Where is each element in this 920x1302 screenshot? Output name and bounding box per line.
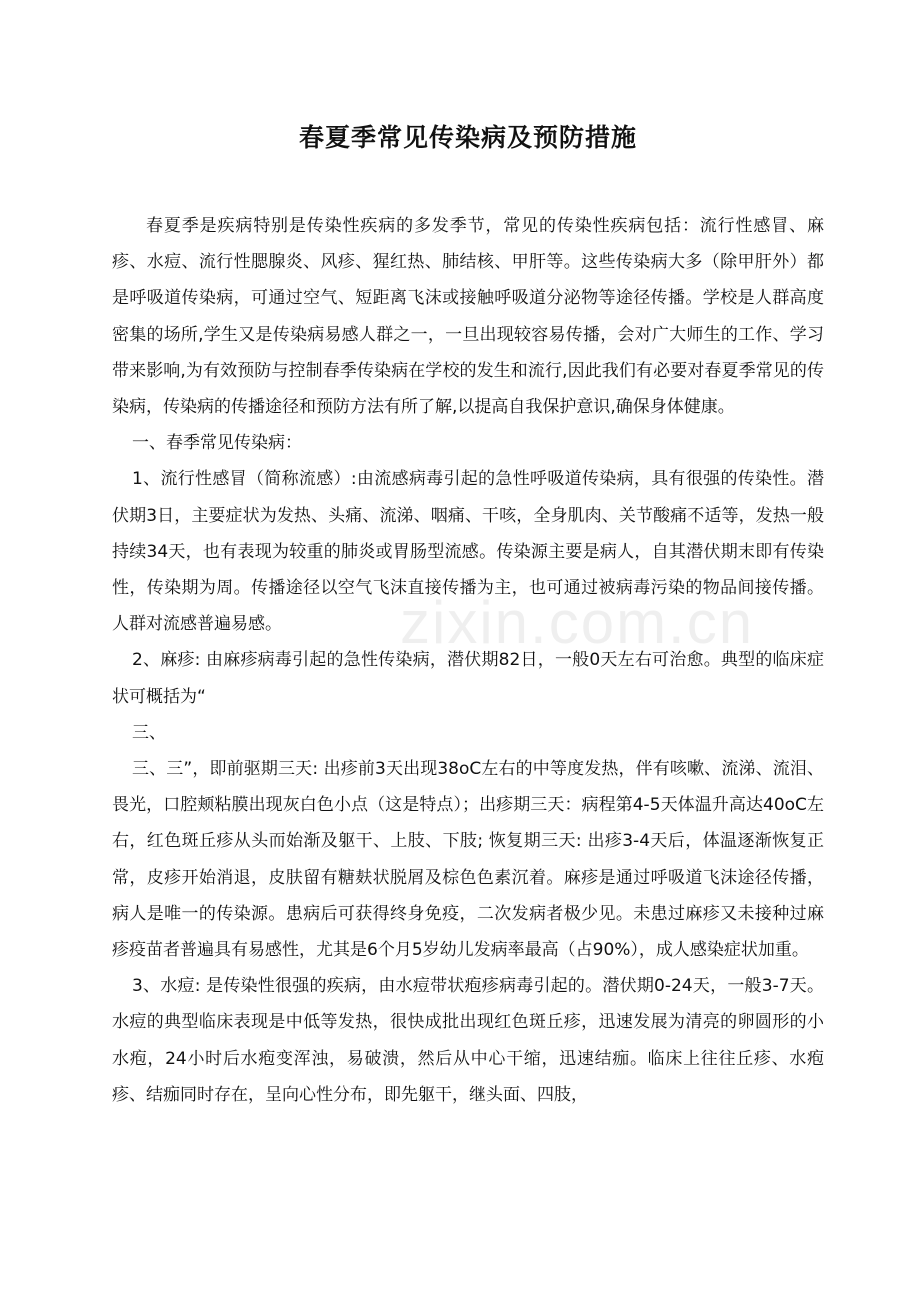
paragraph-measles: 2、麻疹: 由麻疹病毒引起的急性传染病，潜伏期82日，一般0天左右可治愈。典型的临床症状可概括为“ xyxy=(112,650,824,707)
document-body xyxy=(112,208,824,1113)
document-title: 春夏季常见传染病及预防措施 xyxy=(298,123,637,152)
paragraph-intro: 春夏季是疾病特别是传染性疾病的多发季节，常见的传染性疾病包括：流行性感冒、麻疹、水痘、流行性腮腺炎、风疹、猩红热、肺结核、甲肝等。这些传染病大多（除甲肝外）都是呼吸道传染病，可通过空气、短距离飞沫或接触呼吸道分泌物等途径传播。学校是人群高度密集的场所,学生又是传染病易感人群之一，一旦出现较容易传播，会对广大师生的工作、学习带来影响,为有效预防与控制春季传染病在学校的发生和流行,因此我们有必要对春夏季常见的传染病，传染病的传播途径和预防方法有所了解,以提高自我保护意识,确保身体健康。 xyxy=(112,216,824,418)
paragraph-influenza: 1、流行性感冒（简称流感）:由流感病毒引起的急性呼吸道传染病，具有很强的传染性。潜伏期3日，主要症状为发热、头痛、流涕、咽痛、干咳，全身肌肉、关节酸痛不适等，发热一般持续34天，也有表现为较重的肺炎或胃肠型流感。传染源主要是病人，自其潜伏期末即有传染性，传染期为周。传播途径以空气飞沫直接传播为主，也可通过被病毒污染的物品间接传播。人群对流感普遍易感。 xyxy=(112,469,824,635)
section-heading-spring-diseases: 一、春季常见传染病： xyxy=(132,433,302,454)
paragraph-fragment-three: 三、 xyxy=(132,722,166,743)
paragraph-chickenpox: 3、水痘: 是传染性很强的疾病，由水痘带状疱疹病毒引起的。潜伏期0-24天，一般3-7天。水痘的典型临床表现是中低等发热，很快成批出现红色斑丘疹，迅速发展为清亮的卵圆形的小水疱，24小时后水疱变浑浊，易破溃，然后从中心干缩，迅速结痂。临床上往往丘疹、水疱疹、结痂同时存在，呈向心性分布，即先躯干，继头面、四肢， xyxy=(112,976,824,1105)
watermark-logo: zixin.com.cn xyxy=(400,589,755,656)
paragraph-measles-stages: 三、三”，即前驱期三天: 出疹前3天出现38oC左右的中等度发热，伴有咳嗽、流涕、流泪、畏光，口腔颊粘膜出现灰白色小点（这是特点）；出疹期三天：病程第4-5天体温升高达40oC左右，红色斑丘疹从头而始渐及躯干、上肢、下肢; 恢复期三天: 出疹3-4天后，体温逐渐恢复正常，皮疹开始消退，皮肤留有糖麸状脱屑及棕色色素沉着。麻疹是通过呼吸道飞沫途径传播，病人是唯一的传染源。患病后可获得终身免疫，二次发病者极少见。未患过麻疹又未接种过麻疹疫苗者普遍具有易感性，尤其是6个月5岁幼儿发病率最高（占90%），成人感染症状加重。 xyxy=(112,759,824,961)
